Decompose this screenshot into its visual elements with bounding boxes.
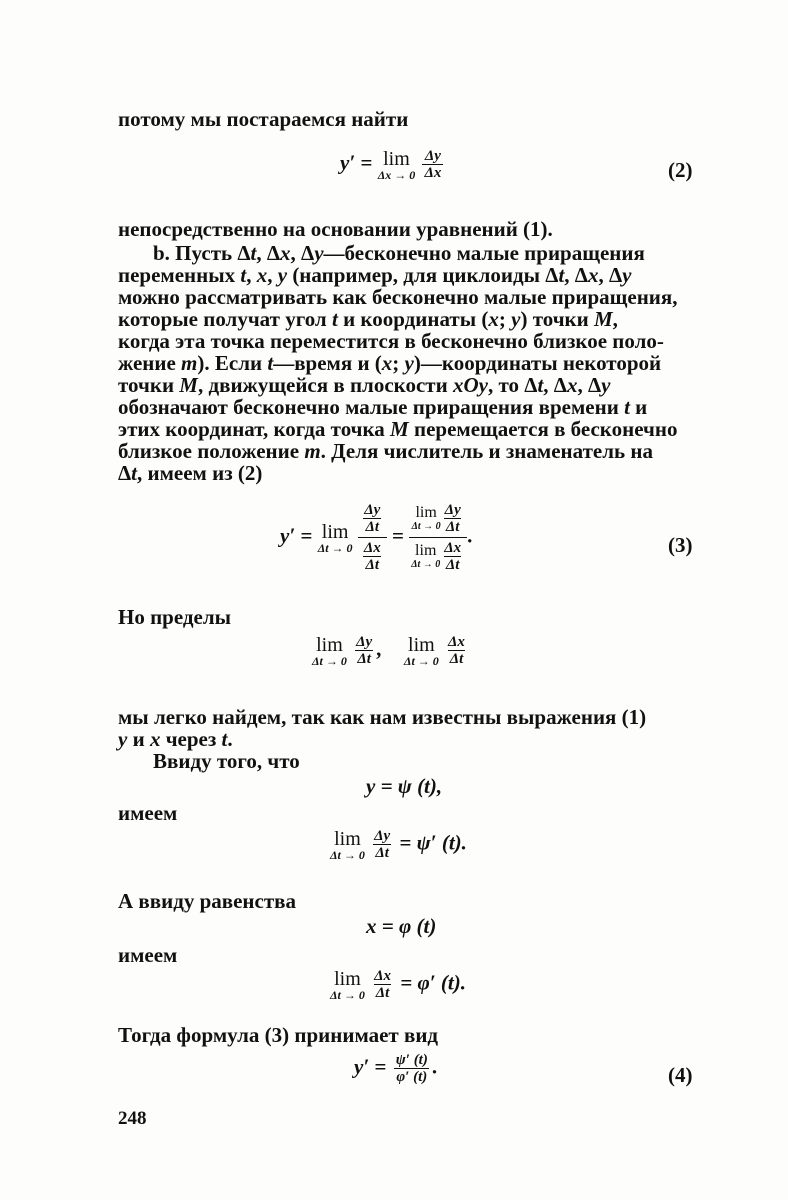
text-line: этих координат, когда точка M перемещается в бесконечно: [118, 417, 678, 441]
y-prime: y′: [280, 523, 296, 548]
equation-dy-dt: lim Δt → 0 $\frac{\Delta y}{\Delta t}$ = ψ′ (t).: [330, 827, 467, 862]
text-line: имеем: [118, 943, 178, 967]
numerator: Δy: [424, 148, 441, 164]
equation-2: [340, 148, 445, 181]
equals-sign: =: [300, 523, 313, 548]
equation-y-psi: y = ψ (t),: [366, 774, 443, 798]
equation-x-phi: x = φ (t): [366, 914, 437, 938]
text-line: А ввиду равенства: [118, 889, 296, 913]
lim-subscript: Δx → 0: [377, 167, 416, 182]
equation-dx-dt: lim Δt → 0 $\frac{\Delta x}{\Delta t}$ = φ′ (t).: [330, 967, 466, 1002]
text-line: имеем: [118, 801, 178, 825]
y-prime: y′: [340, 150, 356, 175]
limits-pair: lim Δt → 0 $\frac{\Delta y}{\Delta t}$ , lim Δt → 0 $\frac{\Delta x}{\Delta t}$: [312, 633, 465, 668]
text-line: b. Пусть Δt, Δx, Δy—бесконечно малые приращения: [153, 241, 645, 265]
text-line: y и x через t.: [118, 727, 233, 751]
text-line: Тогда формула (3) принимает вид: [118, 1023, 439, 1047]
text-line: когда эта точка переместится в бесконечно близкое поло-: [118, 329, 664, 353]
limit: lim Δt → 0: [317, 520, 353, 555]
text-line: Ввиду того, что: [153, 749, 300, 773]
text-line: можно рассматривать как бесконечно малые приращения,: [118, 285, 678, 309]
equation-number: (4): [668, 1063, 693, 1087]
equation-number: (3): [668, 533, 693, 557]
denominator: Δx: [424, 165, 442, 181]
equation-4: y′ = $\frac{\psi' (t)}{\varphi' (t)}$ .: [354, 1052, 438, 1085]
limit: [378, 149, 416, 181]
text-line: обозначают бесконечно малые приращения времени t и: [118, 395, 648, 419]
equals-sign: =: [391, 523, 404, 548]
text-line: Δt, имеем из (2): [118, 461, 263, 485]
text-line: близкое положение m. Деля числитель и знаменатель на: [118, 439, 653, 463]
equals-sign: =: [360, 150, 373, 175]
text-line: потому мы постараемся найти: [118, 107, 409, 131]
lim-text: lim: [383, 147, 410, 170]
fraction: [422, 148, 443, 181]
text-line: непосредственно на основании уравнений (1).: [118, 217, 553, 241]
text-line: Но пределы: [118, 605, 232, 629]
text-line: жение m). Если t—время и (x; y)—координаты некоторой: [118, 351, 662, 375]
ratio-of-limits: lim Δt → 0 $\frac{\Delta y}{\Delta t}$ lim Δt → 0 $\frac{\Delta x}{\Delta t}$: [409, 500, 467, 575]
page-number: 248: [118, 1108, 147, 1129]
equation-number: (2): [668, 158, 693, 182]
text-line: которые получат угол t и координаты (x; y) точки M,: [118, 307, 618, 331]
text-line: точки M, движущейся в плоскости xOy, то Δt, Δx, Δy: [118, 373, 611, 397]
equation-3: y′ = lim Δt → 0 $\frac{\Delta y}{\Delta t}$ $\frac{\Delta x}{\Delta t}$ = lim Δt → 0 $\frac{\Delta y}{\Delta t}$ lim Δt → 0 $\frac{\Delta x}{\Delta t}$ .: [280, 502, 473, 573]
text-line: переменных t, x, y (например, для циклоиды Δt, Δx, Δy: [118, 263, 632, 287]
text-line: мы легко найдем, так как нам известны выражения (1): [118, 705, 647, 729]
compound-fraction: $\frac{\Delta y}{\Delta t}$ $\frac{\Delta x}{\Delta t}$: [358, 500, 387, 575]
